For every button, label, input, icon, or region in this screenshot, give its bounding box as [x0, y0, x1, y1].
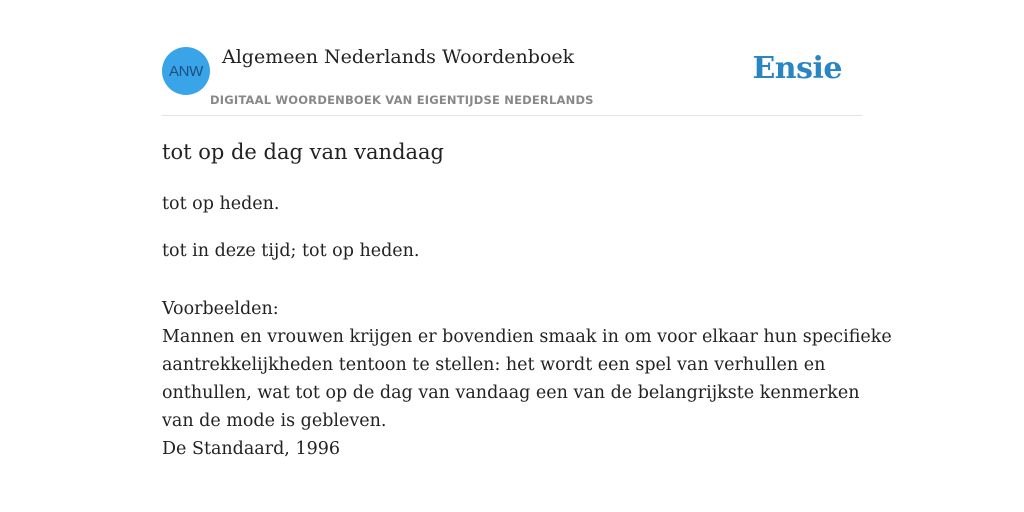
definition-1: tot op heden. [162, 194, 280, 214]
example-line: aantrekkelijkheden tentoon te stellen: het wordt een spel van verhullen en [162, 355, 826, 375]
entry-title: tot op de dag van vandaag [162, 140, 445, 164]
example-line: Mannen en vrouwen krijgen er bovendien smaak in om voor elkaar hun specifieke [162, 327, 892, 347]
example-line: van de mode is gebleven. [162, 411, 387, 431]
site-header [162, 0, 862, 116]
ensie-brand-link[interactable]: Ensie [752, 51, 842, 86]
example-source: De Standaard, 1996 [162, 439, 340, 459]
example-line: onthullen, wat tot op de dag van vandaag een van de belangrijkste kenmerken [162, 383, 860, 403]
examples-label: Voorbeelden: [162, 299, 279, 319]
page [162, 0, 892, 512]
definition-2: tot in deze tijd; tot op heden. [162, 241, 420, 261]
examples-section [162, 295, 892, 463]
site-subtitle: DIGITAAL WOORDENBOEK VAN EIGENTIJDSE NEDERLANDS [210, 93, 594, 107]
anw-logo-icon[interactable]: ANW [162, 47, 210, 95]
site-title[interactable]: Algemeen Nederlands Woordenboek [222, 46, 575, 68]
